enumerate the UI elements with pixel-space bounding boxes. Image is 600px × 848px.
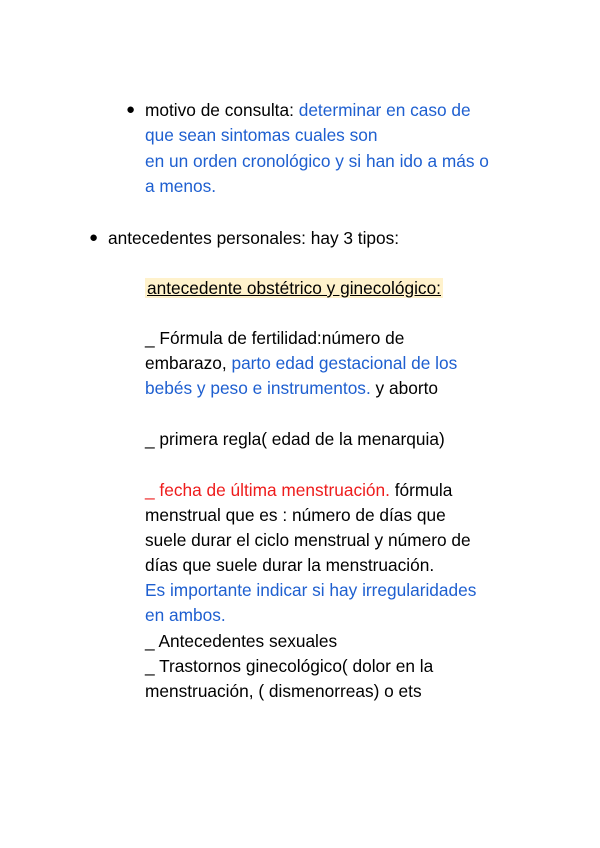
item1-line2: que sean sintomas cuales son bbox=[145, 125, 378, 145]
fecha-line1-a: _ fecha de última menstruación. bbox=[145, 480, 390, 500]
trastornos-line1: _ Trastornos ginecológico( dolor en la bbox=[145, 656, 434, 676]
formula-line2-b: parto edad gestacional de los bbox=[231, 353, 458, 373]
fecha-line2: menstrual que es : número de días que bbox=[145, 505, 446, 525]
antecedentes-sexuales: _ Antecedentes sexuales bbox=[145, 631, 338, 651]
fecha-line6: en ambos. bbox=[145, 605, 226, 625]
fecha-line3: suele durar el ciclo menstrual y número de bbox=[145, 530, 471, 550]
formula-line3-b: y aborto bbox=[370, 378, 438, 398]
item1-text-a: determinar en caso de bbox=[298, 100, 471, 120]
item1-line1 bbox=[145, 99, 471, 121]
bullet-icon: ● bbox=[89, 229, 99, 246]
trastornos-line2: menstruación, ( dismenorreas) o ets bbox=[145, 681, 422, 701]
formula-line3-a: bebés y peso e instrumentos. bbox=[145, 378, 371, 398]
bullet-icon: ● bbox=[126, 101, 136, 118]
section-heading-text: antecedente obstétrico y ginecológico: bbox=[147, 278, 441, 298]
formula-line2-a: embarazo, bbox=[145, 353, 232, 373]
item1-line3: en un orden cronológico y si han ido a más o bbox=[145, 151, 489, 171]
primera-regla: _ primera regla( edad de la menarquia) bbox=[145, 429, 445, 449]
fecha-line1 bbox=[145, 479, 452, 501]
formula-line1: _ Fórmula de fertilidad:número de bbox=[145, 328, 405, 348]
item1-line4: a menos. bbox=[145, 176, 217, 196]
fecha-line1-b: fórmula bbox=[389, 480, 453, 500]
item2-label: antecedentes personales: hay 3 tipos: bbox=[108, 228, 400, 248]
section-heading bbox=[145, 277, 443, 299]
formula-line3 bbox=[145, 377, 438, 399]
fecha-line4: días que suele durar la menstruación. bbox=[145, 555, 435, 575]
formula-line2 bbox=[145, 352, 457, 374]
item1-label: motivo de consulta: bbox=[145, 100, 299, 120]
fecha-line5: Es importante indicar si hay irregularidades bbox=[145, 580, 477, 600]
